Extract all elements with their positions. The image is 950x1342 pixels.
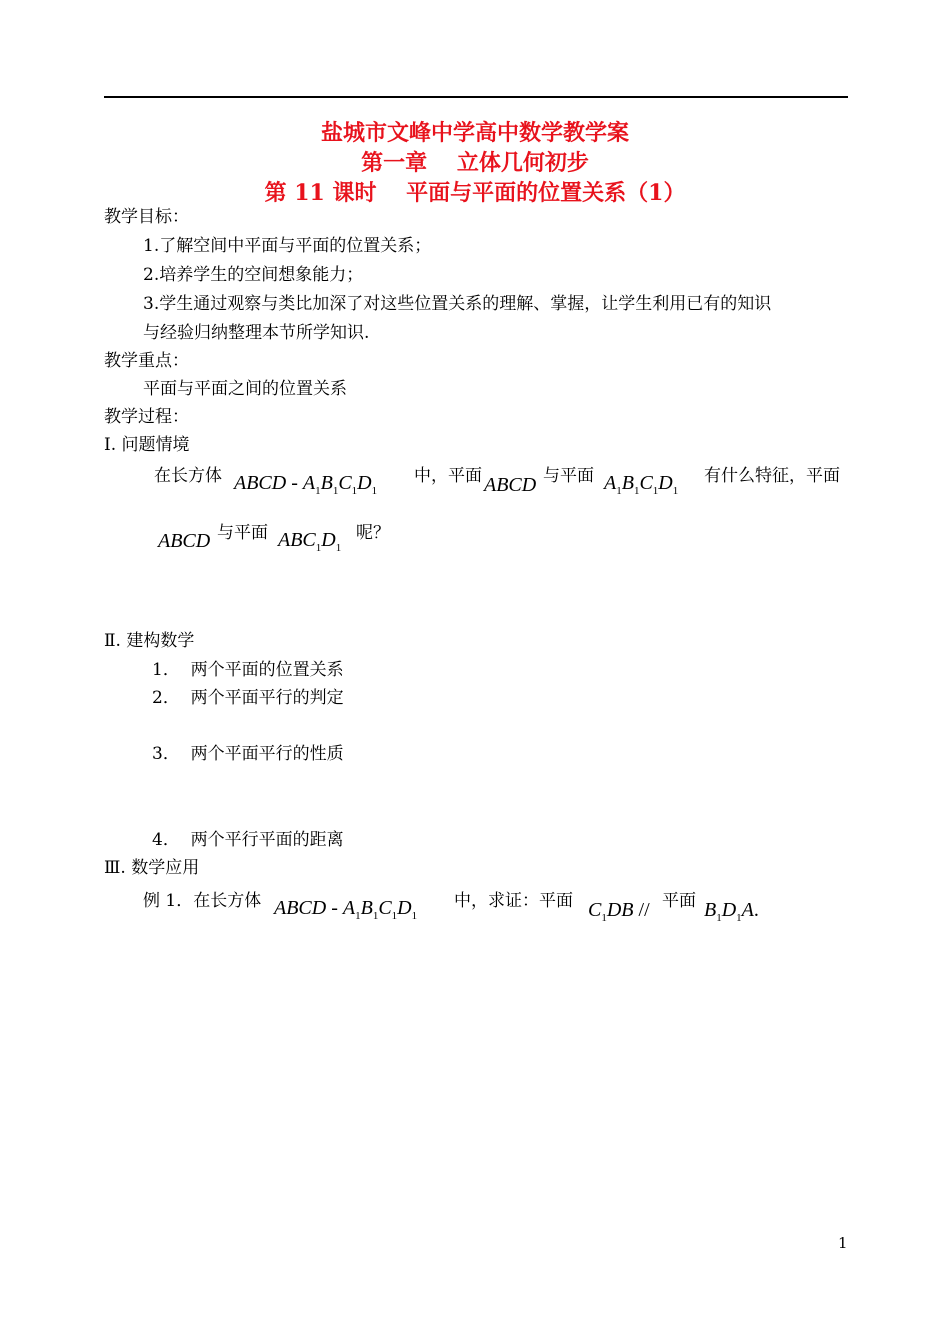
key-points-text: 平面与平面之间的位置关系 bbox=[143, 379, 347, 399]
construct-item-2: 2． 两个平面平行的判定 bbox=[152, 688, 344, 708]
page-number: 1 bbox=[838, 1234, 848, 1252]
section1-heading: Ⅰ. 问题情境 bbox=[104, 435, 190, 455]
objective-item-1: 1.了解空间中平面与平面的位置关系； bbox=[143, 236, 432, 256]
section3-heading: Ⅲ. 数学应用 bbox=[104, 858, 200, 878]
problem-text-1: 在长方体 bbox=[154, 466, 222, 486]
example-plane-word: 平面 bbox=[662, 891, 696, 911]
formula-plane-abcd: ABCD bbox=[484, 474, 537, 496]
problem-text-3: 与平面 bbox=[543, 466, 594, 486]
formula-plane-abc1d1: $ABC_1D_1$ bbox=[278, 529, 342, 554]
formula-example-cuboid: ABCD - $A_1B_1C_1D_1$ bbox=[274, 897, 418, 922]
construct-item-3: 3． 两个平面平行的性质 bbox=[152, 744, 344, 764]
objective-item-4: 与经验归纳整理本节所学知识. bbox=[143, 323, 370, 343]
objective-item-3: 3.学生通过观察与类比加深了对这些位置关系的理解、掌握，让学生利用已有的知识 bbox=[143, 294, 772, 314]
problem-text-2: 中，平面 bbox=[414, 466, 482, 486]
problem-text-5: 与平面 bbox=[217, 523, 268, 543]
construct-item-1: 1． 两个平面的位置关系 bbox=[152, 660, 344, 680]
section2-heading: Ⅱ. 建构数学 bbox=[104, 631, 195, 651]
objectives-heading: 教学目标： bbox=[104, 207, 189, 227]
objective-item-2: 2.培养学生的空间想象能力； bbox=[143, 265, 364, 285]
header-rule bbox=[104, 96, 848, 98]
school-title: 盐城市文峰中学高中数学教学案 bbox=[320, 120, 629, 146]
example-prefix: 例 1．在长方体 bbox=[143, 891, 262, 911]
example-mid: 中，求证：平面 bbox=[454, 891, 573, 911]
formula-plane-a1b1c1d1: $A_1B_1C_1D_1$ bbox=[604, 472, 679, 497]
key-points-heading: 教学重点： bbox=[104, 351, 189, 371]
formula-plane-abcd-2: ABCD bbox=[158, 530, 211, 552]
problem-text-4: 有什么特征，平面 bbox=[704, 466, 840, 486]
construct-item-4: 4． 两个平行平面的距离 bbox=[152, 830, 344, 850]
lesson-title: 第 11 课时 平面与平面的位置关系（1） bbox=[264, 180, 686, 206]
formula-plane-c1db: $C_1DB$ // bbox=[588, 899, 650, 924]
process-heading: 教学过程： bbox=[104, 407, 189, 427]
formula-plane-b1d1a: $B_1D_1A$. bbox=[704, 899, 759, 924]
chapter-title: 第一章 立体几何初步 bbox=[361, 150, 589, 176]
problem-text-6: 呢？ bbox=[356, 523, 390, 543]
formula-cuboid: ABCD - $A_1B_1C_1D_1$ bbox=[234, 472, 378, 497]
